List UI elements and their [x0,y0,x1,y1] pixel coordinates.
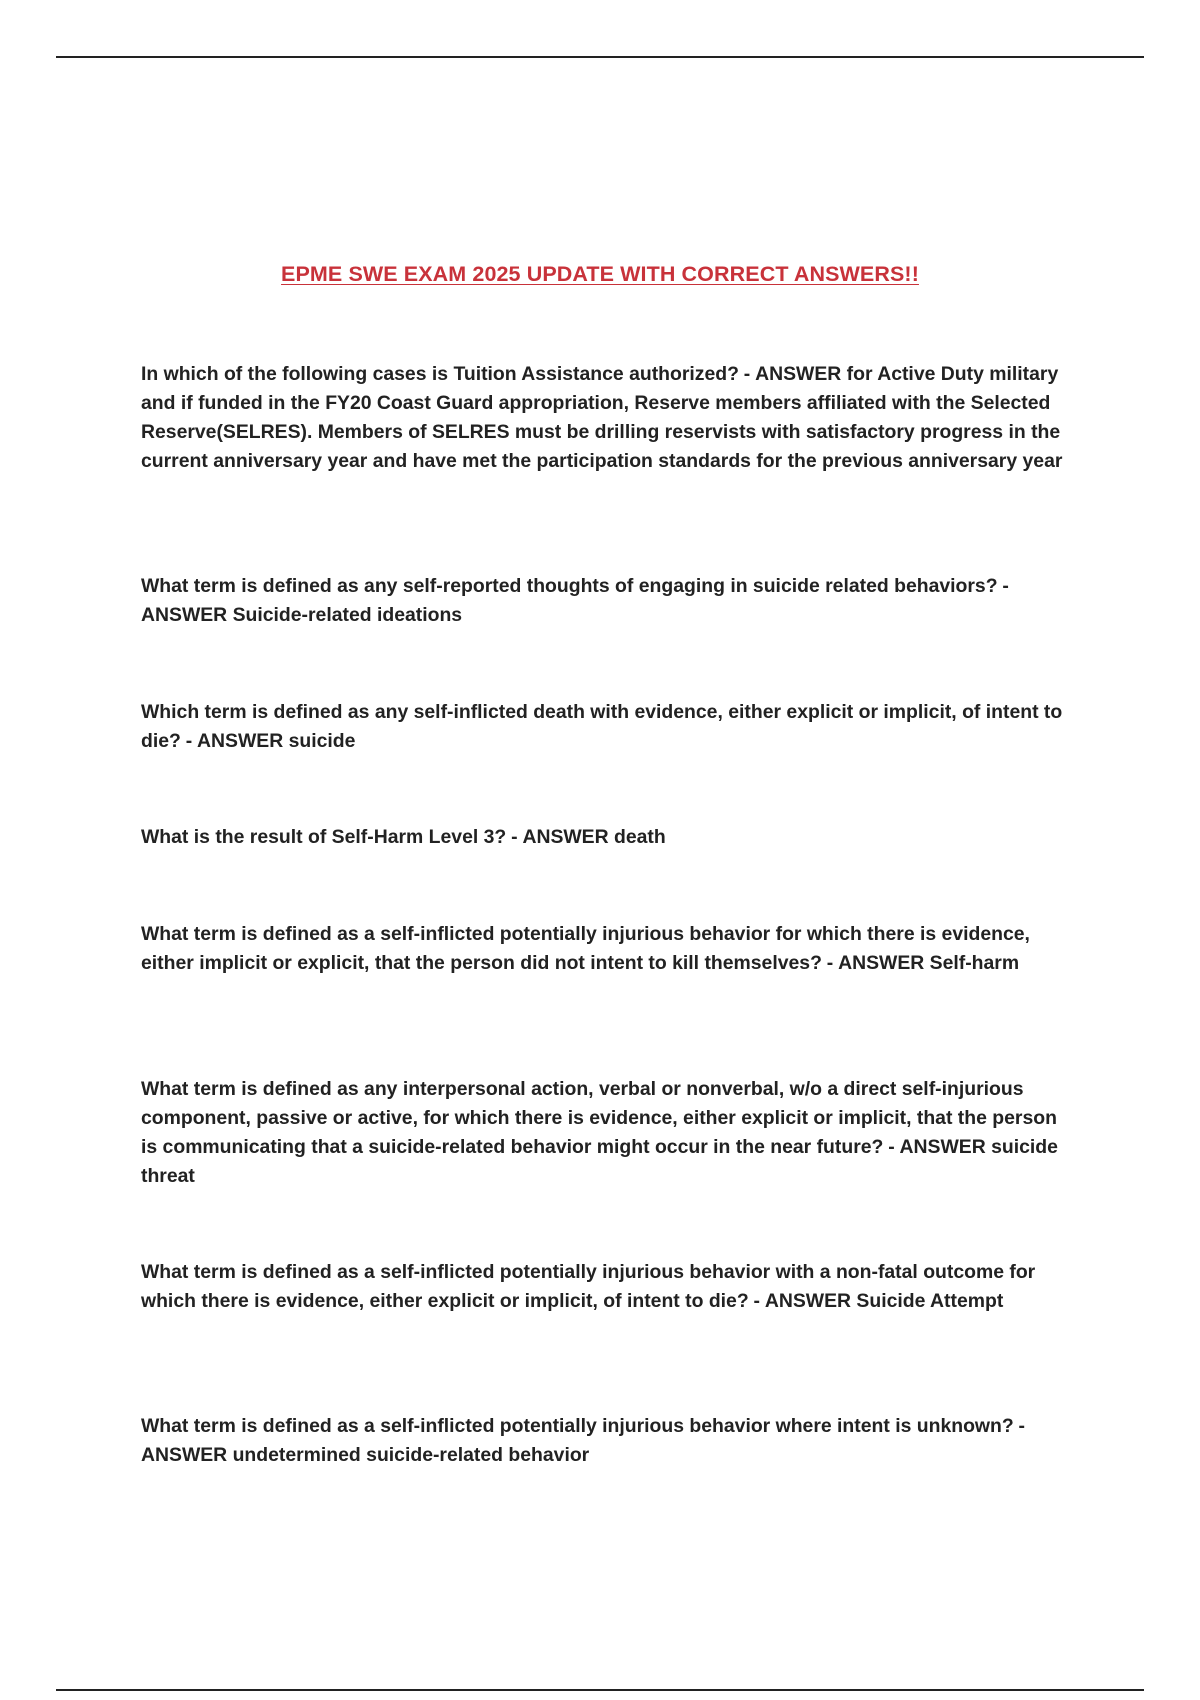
question-text: What term is defined as a self-inflicted potentially injurious behavior with a non-fatal outcome for which there is evidence, either explicit or implicit, of intent to die? [141,1261,1036,1312]
qa-item [141,1412,1073,1470]
answer-text: ANSWER for Active Duty military and if funded in the FY20 Coast Guard appropriation, Reserve members affiliated with the Selected Reserve(SELRES). Members of SELRES must be drilling reservists with satisfactory progress in the current anniversary year and have met the participation standards for the previous anniversary year [141,363,1063,472]
qa-separator: - [1002,575,1009,597]
question-text: What is the result of Self-Harm Level 3? [141,826,507,848]
qa-separator: - [753,1290,761,1312]
question-text: What term is defined as a self-inflicted potentially injurious behavior where intent is unknown? [141,1415,1014,1437]
question-text: In which of the following cases is Tuition Assistance authorized? [141,363,739,385]
document-title: EPME SWE EXAM 2025 UPDATE WITH CORRECT ANSWERS!! [281,262,919,286]
qa-item [141,572,1073,630]
qa-item [141,360,1073,476]
question-text: What term is defined as any interpersonal action, verbal or nonverbal, w/o a direct self-injurious component, passive or active, for which there is evidence, either explicit or implicit, that the person is communicating that a suicide-related behavior might occur in the near future? [141,1078,1057,1158]
qa-separator: - [185,730,193,752]
qa-item [141,1075,1073,1191]
question-text: What term is defined as any self-reported thoughts of engaging in suicide related behaviors? [141,575,998,597]
qa-separator: - [826,952,834,974]
answer-text: ANSWER Suicide Attempt [764,1290,1004,1312]
answer-text: ANSWER suicide threat [141,1136,1058,1187]
answer-text: ANSWER suicide [197,730,356,752]
qa-separator: - [743,363,751,385]
qa-item [141,920,1073,978]
qa-separator: - [1018,1415,1026,1437]
answer-text: ANSWER undetermined suicide-related behavior [141,1444,590,1466]
answer-text: ANSWER Suicide-related ideations [141,604,463,626]
qa-item [141,698,1073,756]
question-text: What term is defined as a self-inflicted potentially injurious behavior for which there is evidence, either implicit or explicit, that the person did not intent to kill themselves? [141,923,1030,974]
bottom-rule [56,1689,1144,1691]
qa-item [141,823,1073,852]
qa-item [141,1258,1073,1316]
top-rule [56,56,1144,58]
answer-text: ANSWER death [522,826,666,848]
answer-text: ANSWER Self-harm [838,952,1020,974]
qa-separator: - [511,826,518,848]
question-text: Which term is defined as any self-inflicted death with evidence, either explicit or implicit, of intent to die? [141,701,1063,752]
qa-separator: - [888,1136,895,1158]
